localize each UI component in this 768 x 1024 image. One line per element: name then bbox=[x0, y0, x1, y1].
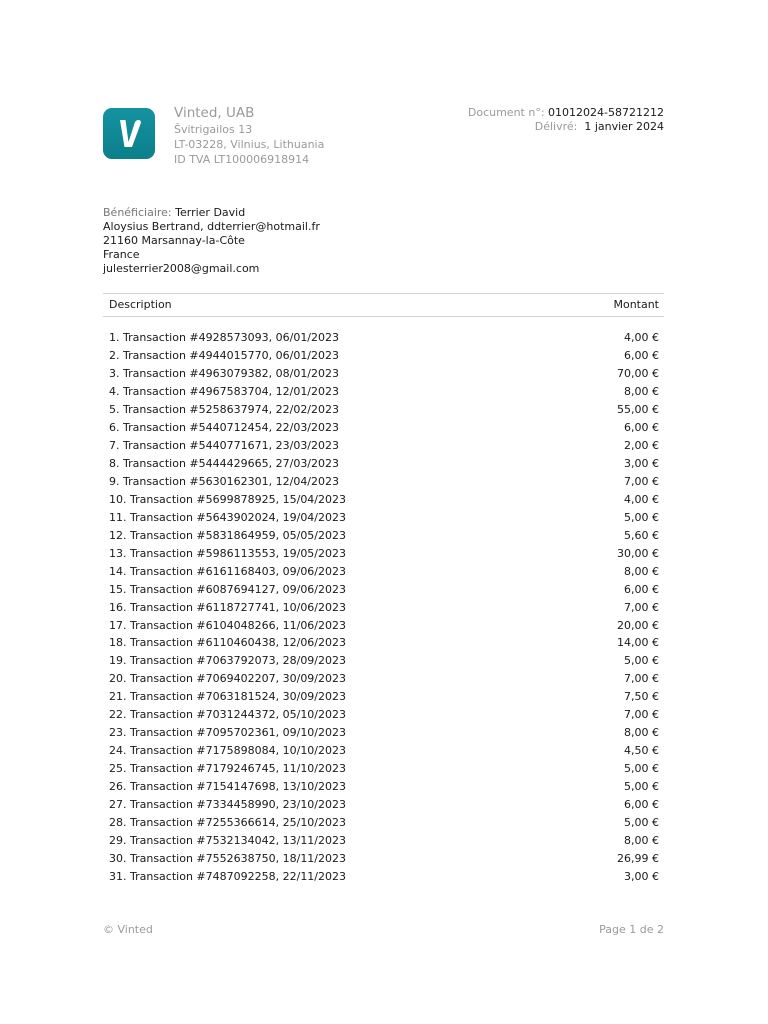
row-amount: 14,00 € bbox=[617, 636, 659, 650]
table-row bbox=[103, 850, 664, 868]
table-row bbox=[103, 347, 664, 365]
row-amount: 5,00 € bbox=[624, 762, 659, 776]
document-info bbox=[468, 106, 664, 134]
row-amount: 7,00 € bbox=[624, 600, 659, 614]
recipient-name-line bbox=[103, 206, 320, 220]
row-amount: 4,00 € bbox=[624, 492, 659, 506]
row-amount: 8,00 € bbox=[624, 726, 659, 740]
row-amount: 5,00 € bbox=[624, 654, 659, 668]
document-number: 01012024-58721212 bbox=[548, 106, 664, 119]
row-amount: 4,50 € bbox=[624, 744, 659, 758]
vinted-v-glyph bbox=[103, 108, 155, 159]
company-city: LT-03228, Vilnius, Lithuania bbox=[174, 138, 325, 151]
row-description: 17. Transaction #6104048266, 11/06/2023 bbox=[109, 618, 347, 632]
row-description: 8. Transaction #5444429665, 27/03/2023 bbox=[109, 456, 340, 470]
row-amount: 2,00 € bbox=[624, 438, 659, 452]
row-description: 14. Transaction #6161168403, 09/06/2023 bbox=[109, 564, 347, 578]
row-description: 31. Transaction #7487092258, 22/11/2023 bbox=[109, 870, 347, 884]
table-row bbox=[103, 599, 664, 617]
row-description: 23. Transaction #7095702361, 09/10/2023 bbox=[109, 726, 347, 740]
row-amount: 26,99 € bbox=[617, 852, 659, 866]
row-description: 10. Transaction #5699878925, 15/04/2023 bbox=[109, 492, 347, 506]
row-amount: 7,00 € bbox=[624, 708, 659, 722]
row-description: 26. Transaction #7154147698, 13/10/2023 bbox=[109, 780, 347, 794]
table-row bbox=[103, 455, 664, 473]
table-row bbox=[103, 473, 664, 491]
table-row bbox=[103, 634, 664, 652]
row-amount: 8,00 € bbox=[624, 834, 659, 848]
company-vat: ID TVA LT100006918914 bbox=[174, 153, 310, 166]
row-amount: 5,00 € bbox=[624, 510, 659, 524]
recipient-label: Bénéficiaire: bbox=[103, 206, 172, 219]
table-row bbox=[103, 796, 664, 814]
recipient-name: Terrier David bbox=[175, 206, 246, 219]
recipient-line-4: France bbox=[103, 248, 140, 261]
document-number-label: Document n°: bbox=[467, 106, 545, 119]
row-description: 19. Transaction #7063792073, 28/09/2023 bbox=[109, 654, 347, 668]
company-street: Švitrigailos 13 bbox=[174, 123, 253, 136]
document-number-line bbox=[468, 106, 664, 120]
company-block bbox=[174, 106, 324, 167]
row-amount: 4,00 € bbox=[624, 331, 659, 344]
table-row bbox=[103, 617, 664, 635]
row-description: 28. Transaction #7255366614, 25/10/2023 bbox=[109, 816, 347, 830]
table-row bbox=[103, 868, 664, 886]
row-description: 15. Transaction #6087694127, 09/06/2023 bbox=[109, 582, 347, 596]
table-row bbox=[103, 581, 664, 599]
row-amount: 30,00 € bbox=[617, 546, 659, 560]
row-description: 4. Transaction #4967583704, 12/01/2023 bbox=[109, 384, 340, 398]
row-description: 2. Transaction #4944015770, 06/01/2023 bbox=[109, 348, 340, 362]
recipient-line-3: 21160 Marsannay-la-Côte bbox=[103, 234, 245, 247]
row-description: 16. Transaction #6118727741, 10/06/2023 bbox=[109, 600, 347, 614]
row-amount: 7,50 € bbox=[624, 690, 659, 704]
row-amount: 70,00 € bbox=[617, 366, 659, 380]
table-row bbox=[103, 419, 664, 437]
table-row bbox=[103, 760, 664, 778]
header-amount: Montant bbox=[613, 298, 659, 311]
table-row bbox=[103, 706, 664, 724]
row-amount: 8,00 € bbox=[624, 564, 659, 578]
row-description: 18. Transaction #6110460438, 12/06/2023 bbox=[109, 636, 347, 650]
vinted-logo-icon bbox=[103, 108, 155, 159]
row-description: 11. Transaction #5643902024, 19/04/2023 bbox=[109, 510, 347, 524]
row-description: 6. Transaction #5440712454, 22/03/2023 bbox=[109, 420, 340, 434]
header-description: Description bbox=[109, 298, 172, 311]
table-row bbox=[103, 832, 664, 850]
row-amount: 3,00 € bbox=[624, 870, 659, 884]
row-amount: 7,00 € bbox=[624, 672, 659, 686]
table-header bbox=[103, 293, 664, 317]
transactions-table bbox=[103, 293, 664, 886]
row-amount: 6,00 € bbox=[624, 798, 659, 812]
table-row bbox=[103, 329, 664, 347]
table-row bbox=[103, 401, 664, 419]
row-description: 22. Transaction #7031244372, 05/10/2023 bbox=[109, 708, 347, 722]
recipient-line-2: Aloysius Bertrand, ddterrier@hotmail.fr bbox=[103, 220, 320, 233]
table-row bbox=[103, 383, 664, 401]
table-row bbox=[103, 491, 664, 509]
table-row bbox=[103, 814, 664, 832]
row-description: 30. Transaction #7552638750, 18/11/2023 bbox=[109, 852, 347, 866]
row-amount: 55,00 € bbox=[617, 402, 659, 416]
row-description: 1. Transaction #4928573093, 06/01/2023 bbox=[109, 331, 340, 344]
row-description: 12. Transaction #5831864959, 05/05/2023 bbox=[109, 528, 347, 542]
row-amount: 5,00 € bbox=[624, 780, 659, 794]
document-issued-line bbox=[468, 120, 664, 134]
table-row bbox=[103, 688, 664, 706]
row-description: 3. Transaction #4963079382, 08/01/2023 bbox=[109, 366, 340, 380]
table-row bbox=[103, 563, 664, 581]
row-description: 24. Transaction #7175898084, 10/10/2023 bbox=[109, 744, 347, 758]
table-row bbox=[103, 724, 664, 742]
row-amount: 3,00 € bbox=[624, 456, 659, 470]
row-description: 20. Transaction #7069402207, 30/09/2023 bbox=[109, 672, 347, 686]
row-description: 29. Transaction #7532134042, 13/11/2023 bbox=[109, 834, 347, 848]
row-amount: 20,00 € bbox=[617, 618, 659, 632]
footer-copyright: © Vinted bbox=[103, 923, 153, 936]
row-amount: 5,60 € bbox=[624, 528, 659, 542]
footer-page-number: Page 1 de 2 bbox=[599, 923, 664, 936]
row-description: 7. Transaction #5440771671, 23/03/2023 bbox=[109, 438, 340, 452]
row-description: 9. Transaction #5630162301, 12/04/2023 bbox=[109, 474, 340, 488]
row-amount: 8,00 € bbox=[624, 384, 659, 398]
table-row bbox=[103, 670, 664, 688]
company-name: Vinted, UAB bbox=[174, 105, 255, 121]
document-issued-label: Délivré: bbox=[534, 120, 578, 133]
recipient-block bbox=[103, 206, 320, 276]
row-description: 27. Transaction #7334458990, 23/10/2023 bbox=[109, 798, 347, 812]
table-row bbox=[103, 652, 664, 670]
row-amount: 6,00 € bbox=[624, 420, 659, 434]
row-amount: 6,00 € bbox=[624, 582, 659, 596]
table-row bbox=[103, 527, 664, 545]
table-row bbox=[103, 778, 664, 796]
row-description: 21. Transaction #7063181524, 30/09/2023 bbox=[109, 690, 347, 704]
table-body bbox=[103, 329, 664, 886]
recipient-line-5: julesterrier2008@gmail.com bbox=[103, 262, 260, 275]
table-row bbox=[103, 545, 664, 563]
document-issued-date: 1 janvier 2024 bbox=[584, 120, 664, 133]
table-row bbox=[103, 365, 664, 383]
row-amount: 6,00 € bbox=[624, 348, 659, 362]
table-row bbox=[103, 742, 664, 760]
table-row bbox=[103, 437, 664, 455]
row-description: 5. Transaction #5258637974, 22/02/2023 bbox=[109, 402, 340, 416]
row-description: 25. Transaction #7179246745, 11/10/2023 bbox=[109, 762, 347, 776]
table-row bbox=[103, 509, 664, 527]
row-amount: 5,00 € bbox=[624, 816, 659, 830]
row-amount: 7,00 € bbox=[624, 474, 659, 488]
row-description: 13. Transaction #5986113553, 19/05/2023 bbox=[109, 546, 347, 560]
